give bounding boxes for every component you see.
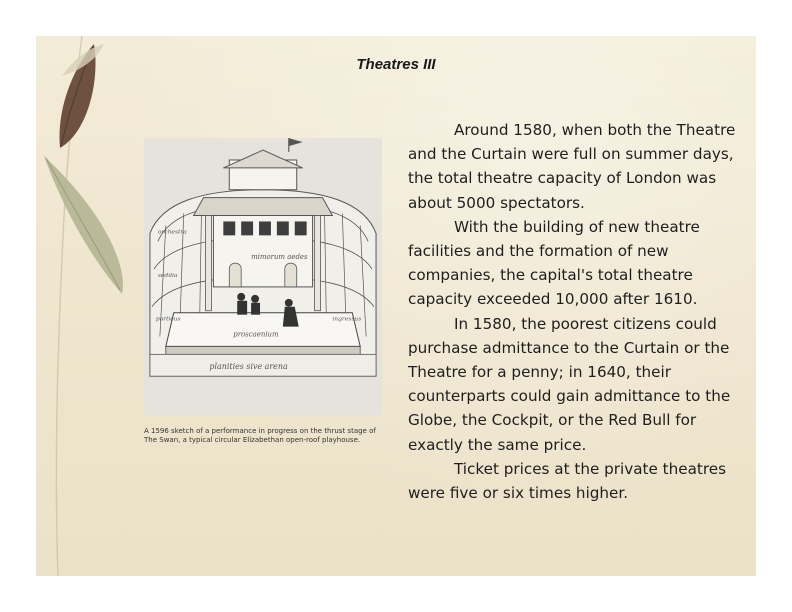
paragraph-3: In 1580, the poorest citizens could purchase admittance to the Curtain or the Theatre for a penny; in 1640, their counterparts could gain admittance to the Globe, the Cockpit, or the Red Bull for exactly the same price. bbox=[408, 314, 731, 454]
body-text bbox=[408, 118, 744, 505]
label-sedilia: sedilia bbox=[157, 272, 178, 279]
paragraph-1: Around 1580, when both the Theatre and the Curtain were full on summer days, the total theatre capacity of London was about 5000 spectators. bbox=[408, 121, 736, 212]
figure-caption: A 1596 sketch of a performance in progress on the thrust stage of The Swan, a typical circular Elizabethan open-roof playhouse. bbox=[144, 427, 376, 444]
label-porticus: porticus bbox=[155, 315, 181, 323]
label-proscaenium: proscaenium bbox=[233, 330, 279, 339]
label-mimorum: mimorum aedes bbox=[251, 253, 308, 262]
paragraph-2: With the building of new theatre facilities and the formation of new companies, the capital's total theatre capacity exceeded 10,000 after 1610. bbox=[408, 217, 700, 309]
leaf-decoration bbox=[36, 36, 146, 576]
paragraph-4: Ticket prices at the private theatres were five or six times higher. bbox=[408, 459, 727, 503]
swan-theatre-sketch bbox=[144, 138, 382, 416]
slide bbox=[36, 36, 756, 576]
label-orchestra: orchestra bbox=[157, 228, 187, 236]
label-ingressus: ingressus bbox=[332, 315, 362, 323]
slide-title: Theatres III bbox=[356, 56, 436, 73]
label-planities: planities sive arena bbox=[209, 362, 288, 372]
